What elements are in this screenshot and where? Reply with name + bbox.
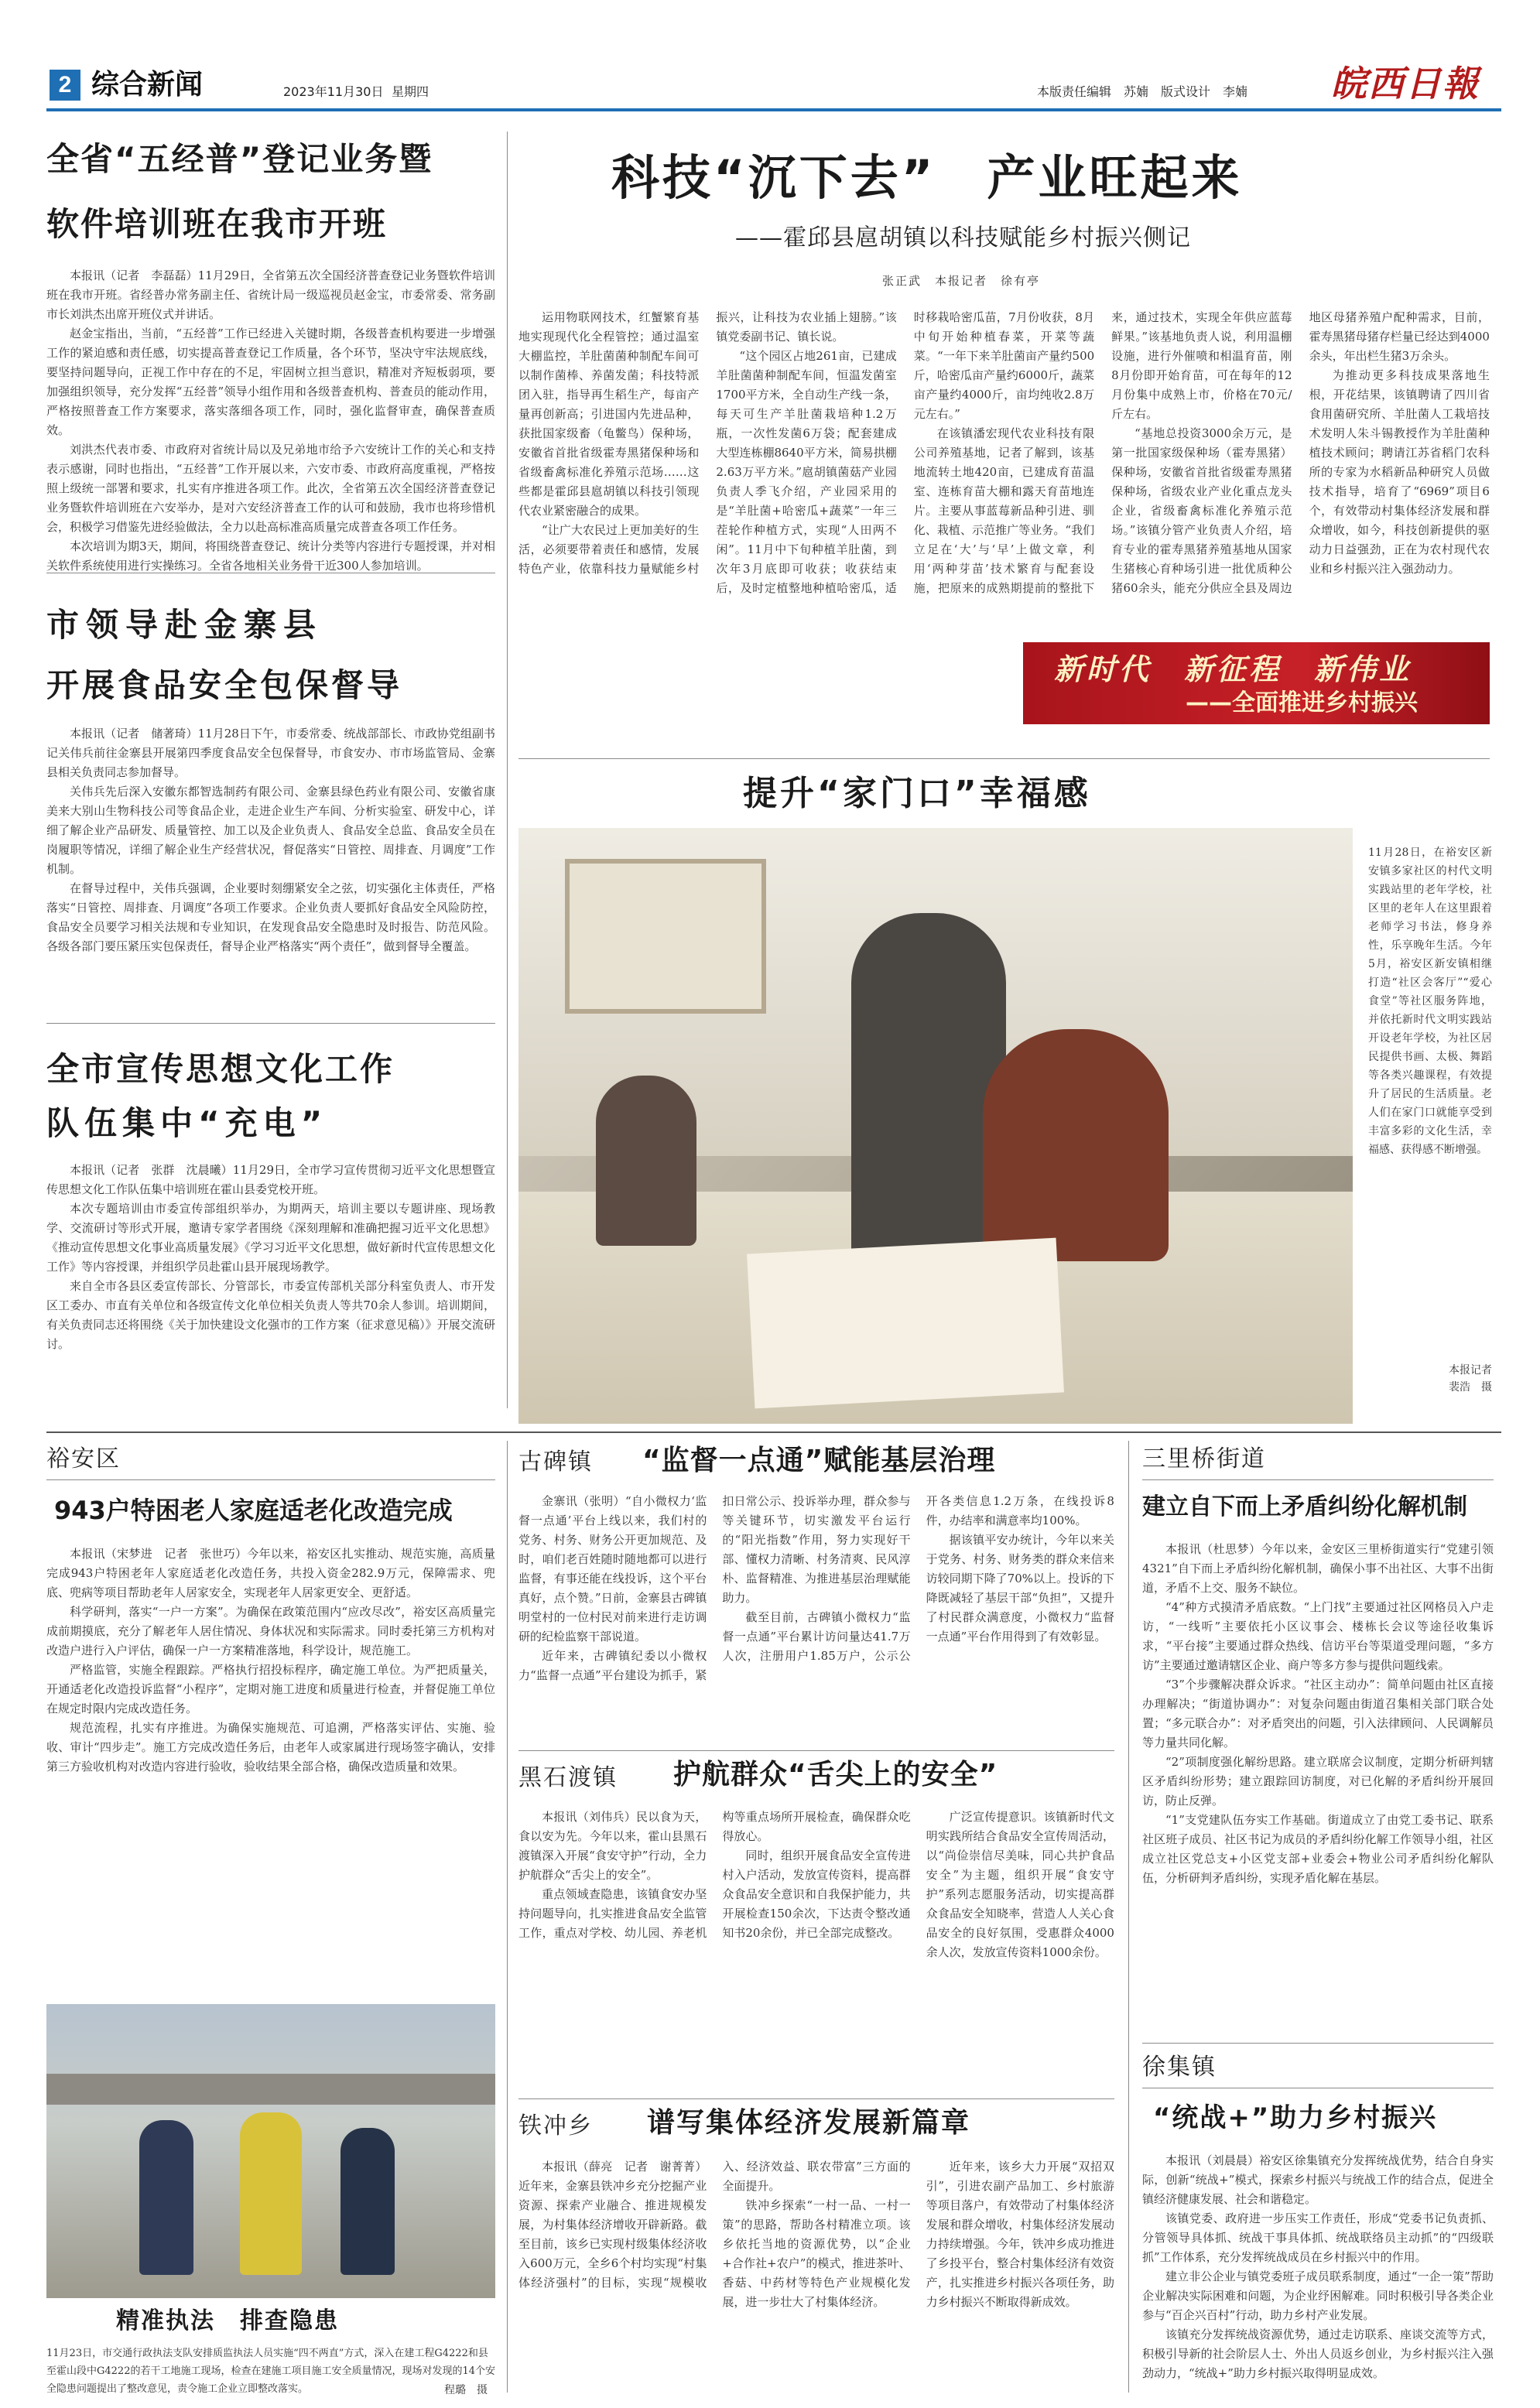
masthead-rule xyxy=(46,108,1501,111)
region-underline xyxy=(46,1479,495,1480)
article-headline: 建立自下而上矛盾纠纷化解机制 xyxy=(1142,1493,1467,1520)
divider xyxy=(46,1431,1501,1433)
article-headline: 开展食品安全包保督导 xyxy=(46,666,403,704)
region-label: 裕安区 xyxy=(46,1445,121,1473)
photo-inspector xyxy=(341,2128,395,2275)
article-body: 金寨讯（张明）“自小微权力‘监督一点通’平台上线以来，我们村的党务、村务、财务公开更加规范、及时，咱们老百姓随时随地都可以进行监督，有事还能在线投诉，这个平台真好，点个赞。”日前，金寨县古碑镇明堂村的一位村民对前来进行走访调研的纪检监察干部说道。 近年来，古碑镇纪委以小微权力“监督一点通”平台建设为抓手，紧扣日常公示、投诉举办理，群众参与等关键环节，切实激发平台运行的“阳光指数”作用，努力实现好干部、懂权力清晰、村务清爽、民风淳朴、监督精准、为推进基层治理赋能助力。 截至目前，古碑镇小微权力“监督一点通”平台累计访问量达41.7万人次，注册用户1.85万户，公示公开各类信息1.2万条，在线投诉8件，办结率和满意率均100%。 据该镇平安办统计，今年以来关于党务、村务、财务类的群众来信来访较同期下降了70%以上。投诉的下降既减轻了基层干部“负担”，又提升了村民群众满意度，小微权力“监督一点通”平台作用得到了有效彰显。 xyxy=(518,1494,1114,1682)
divider xyxy=(518,1750,1114,1751)
column-rule xyxy=(507,1441,508,2393)
article-headline: 市领导赴金寨县 xyxy=(46,606,323,644)
region-label: 黑石渡镇 xyxy=(518,1764,618,1791)
slogan-line1: 新时代 新征程 新伟业 xyxy=(1054,652,1412,686)
photo-person xyxy=(983,1029,1169,1261)
slogan-banner xyxy=(1023,642,1490,724)
article-headline: 护航群众“舌尖上的安全” xyxy=(673,1759,998,1791)
feature-photo xyxy=(518,828,1353,1424)
article-body: 本报讯（记者 张群 沈晨曦）11月29日，全市学习宣传贯彻习近平文化思想暨宣传思想文化工作队伍集中培训班在霍山县委党校开班。 本次专题培训由市委宣传部组织举办，为期两天，培训主要以专题讲座、现场教学、交流研讨等形式开展，邀请专家学者围绕《深刻理解和准确把握习近平文化思想》《推动宣传思想文化事业高质量发展》《学习习近平文化思想，做好新时代宣传思想文化工作》等内容授课，并组织学员赴霍山县开展现场教学。 来自全市各县区委宣传部长、分管部长，市委宣传部机关部分科室负责人、市开发区工委办、市直有关单位和各级宣传文化单位相关负责人等共70余人参训。培训期间，有关负责同志还将围绕《关于加快建设文化强市的工作方案（征求意见稿）》开展交流研讨。 xyxy=(46,1163,495,1351)
divider xyxy=(518,2098,1114,2099)
article-body: 本报讯（刘晨晨）裕安区徐集镇充分发挥统战优势，结合自身实际，创新“统战+”模式，探索乡村振兴与统战工作的结合点，促进全镇经济健康发展、社会和谐稳定。 该镇党委、政府进一步压实工作责任，形成“党委书记负责抓、分管领导具体抓、统战干事具体抓、统战联络员主动抓”的“四级联抓”工作体系，充分发挥统战成员在乡村振兴中的作用。 建立非公企业与镇党委班子成员联系制度，通过“一企一策”帮助企业解决实际困难和问题，为企业纾困解难。同时积极引导各类企业参与“百企兴百村”行动，助力乡村产业发展。 该镇充分发挥统战资源优势，通过走访联系、座谈交流等方式，积极引导新的社会阶层人士、外出人员返乡创业，为乡村振兴注入强劲动力，“统战+”助力乡村振兴取得明显成效。 xyxy=(1142,2153,1494,2380)
article-headline: 全市宣传思想文化工作 xyxy=(46,1050,395,1088)
section-name: 综合新闻 xyxy=(91,69,204,101)
article-headline: 943户特困老人家庭适老化改造完成 xyxy=(54,1496,453,1525)
article-headline: 软件培训班在我市开班 xyxy=(46,205,388,243)
feature-subtitle: ——霍邱县扈胡镇以科技赋能乡村振兴侧记 xyxy=(735,224,1191,251)
photo-title: 精准执法 排查隐患 xyxy=(116,2307,339,2334)
photo-inspector xyxy=(139,2120,193,2275)
article-body: 本报讯（薛亮 记者 谢菁菁）近年来，金寨县铁冲乡充分挖掘产业资源、探索产业融合、推进规模发展，为村集体经济增收开辟新路。截至目前，该乡已实现村级集体经济收入600万元，全乡6个村均实现“村集体经济强村”的目标，实现“规模收入、经济效益、联农带富”三方面的全面提升。 铁冲乡探索“一村一品、一村一策”的思路，帮助各村精准立项。该乡依托当地的资源优势，以“企业+合作社+农户”的模式，推进茶叶、香菇、中药材等特色产业规模化发展，进一步壮大了村集体经济。 近年来，该乡大力开展“双招双引”，引进农副产品加工、乡村旅游等项目落户，有效带动了村集体经济发展和群众增收，村集体经济发展动力持续增强。今年，铁冲乡成功推进了乡投平台，整合村集体经济有效资产，扎实推进乡村振兴各项任务，助力乡村振兴不断取得新成效。 xyxy=(518,2160,1114,2309)
article-body: 本报讯（记者 李磊磊）11月29日，全省第五次全国经济普查登记业务暨软件培训班在我市开班。省经普办常务副主任、省统计局一级巡视员赵金宝，市委常委、常务副市长刘洪杰出席开班仪式并讲话。 赵金宝指出，当前，“五经普”工作已经进入关键时期，各级普查机构要进一步增强工作的紧迫感和责任感，切实提高普查登记工作质量，各个环节，坚决守牢法规底线，要坚持问题导向，正视工作中存在的不足，牢固树立担当意识，精准对齐短板弱项，要加强组织领导，充分发挥“五经普”领导小组作用和各级普查机构、普查员的能动作用，严格按照普查工作方案要求，落实落细各项工作，同时，强化监督审查，确保普查质效。 刘洪杰代表市委、市政府对省统计局以及兄弟地市给予六安统计工作的关心和支持表示感谢，同时也指出，“五经普”工作开展以来，六安市委、市政府高度重视，严格按照上级统一部署和要求，扎实有序推进各项工作。此次，全省第五次全国经济普查登记业务暨软件培训班在六安举办，是对六安经济普查工作的认可和鼓励，我市也将珍惜机会，积极学习借鉴先进经验做法，全力以赴高标准高质量完成普查各项工作任务。 本次培训为期3天，期间，将围绕普查登记、统计分类等内容进行专题授课，并对相关软件系统使用进行实操练习。全省各地相关业务骨干近300人参加培训。 xyxy=(46,269,495,573)
article-headline: “统战+”助力乡村振兴 xyxy=(1153,2102,1438,2133)
photo-caption: 11月23日，市交通行政执法支队安排质监执法人员实施“四不两直”方式，深入在建工程G4222和县至霍山段中G4222的若干工地施工现场，检查在建施工项目施工安全质量情况，现场对发现的14个安全隐患问题提出了整改意见，责令施工企业立即整改落实。 xyxy=(46,2348,496,2395)
article-body: 本报讯（刘伟兵）民以食为天，食以安为先。今年以来，霍山县黑石渡镇深入开展“食安守护”行动，全力护航群众“舌尖上的安全”。 重点领域查隐患，该镇食安办坚持问题导向，扎实推进食品安全监管工作，重点对学校、幼儿园、养老机构等重点场所开展检查，确保群众吃得放心。 同时，组织开展食品安全宣传进村入户活动，发放宣传资料，提高群众食品安全意识和自我保护能力，共开展检查150余次，下达责令整改通知书20余份，并已全部完成整改。 广泛宣传提意识。该镇新时代文明实践所结合食品安全宣传周活动，以“尚俭崇信尽美味，同心共护食品安全”为主题，组织开展“食安守护”系列志愿服务活动，切实提高群众食品安全知晓率，营造人人关心食品安全的良好氛围，受惠群众4000余人次，发放宣传资料1000余份。 xyxy=(518,1810,1114,1959)
region-label: 三里桥街道 xyxy=(1142,1445,1266,1473)
photo-credit: 程璐 摄 xyxy=(444,2384,488,2396)
photo-caption: 11月28日，在裕安区新安镇多家社区的村代文明实践站里的老年学校，社区里的老年人在这里跟着老师学习书法，修身养性，乐享晚年生活。今年5月，裕安区新安镇相继打造“社区会客厅”“爱心食堂”等社区服务阵地，并依托新时代文明实践站开设老年学校，为社区居民提供书画、太极、舞蹈等各类兴趣课程，有效提升了居民的生活质量。老人们在家门口就能享受到丰富多彩的文化生活，幸福感、获得感不断增强。 xyxy=(1368,847,1492,1156)
paper-logo: 皖西日報 xyxy=(1331,63,1480,104)
enforcement-photo xyxy=(46,2004,495,2298)
article-body: 本报讯（记者 储著琦）11月28日下午，市委常委、统战部部长、市政协党组副书记关伟兵前往金寨县开展第四季度食品安全包保督导，市食安办、市市场监管局、金寨县相关负责同志参加督导。 关伟兵先后深入安徽东都智选制药有限公司、金寨县绿色药业有限公司、安徽省康美来大别山生物科技公司等食品企业，走进企业生产车间、分析实验室、研发中心，详细了解企业产品研发、质量管控、加工以及企业负责人、食品安全总监、食品安全员在岗履职等情况，详细了解企业生产经营状况，督促落实“日管控、周排查、月调度”工作机制。 在督导过程中，关伟兵强调，企业要时刻绷紧安全之弦，切实强化主体责任，严格落实“日管控、周排查、月调度”各项工作要求。企业负责人要抓好食品安全风险防控，食品安全员要学习相关法规和专业知识，在发现食品安全隐患时及时报告、防范风险。各级各部门要压紧压实包保责任，督导企业严格落实“两个责任”，做到督导全覆盖。 xyxy=(46,727,495,953)
column-rule xyxy=(1128,1441,1129,2393)
divider xyxy=(46,1023,495,1024)
photo-calligraphy-paper xyxy=(747,1238,1064,1409)
region-underline xyxy=(1142,1479,1494,1480)
photo-shelves xyxy=(565,859,766,1014)
masthead xyxy=(46,63,1501,104)
issue-date: 2023年11月30日 xyxy=(283,84,384,99)
photo-feature-title: 提升“家门口”幸福感 xyxy=(743,774,1091,813)
photo-person xyxy=(596,1076,696,1246)
page-number-badge: 2 xyxy=(50,70,80,101)
photo-bridge xyxy=(46,2074,495,2105)
column-rule xyxy=(507,132,508,1408)
article-body: 本报讯（宋梦进 记者 张世巧）今年以来，裕安区扎实推动、规范实施，高质量完成943户特困老年人家庭适老化改造任务，共投入资金282.9万元，保障需求、兜底、兜病等项目帮助老年人居家安全，实现老年人居家更安全、更舒适。 科学研判，落实“一户一方案”。为确保在政策范围内“应改尽改”，裕安区高质量完成前期摸底，充分了解老年人居住情况、身体状况和实际需求。同时委托第三方机构对改造户进行入户评估，确保一户一方案精准落地，科学设计，规范施工。 严格监管，实施全程跟踪。严格执行招投标程序，确定施工单位。为严把质量关，开通适老化改造投诉监督“小程序”，定期对施工进度和质量进行检查，并督促施工单位在规定时限内完成改造任务。 规范流程，扎实有序推进。为确保实施规范、可追溯，严格落实评估、实施、验收、审计“四步走”。施工方完成改造任务后，由老年人或家属进行现场签字确认，安排第三方验收机构对改造内容进行验收，验收结果全部合格，确保改造质量和效果。 xyxy=(46,1547,495,1774)
divider xyxy=(1142,2043,1494,2044)
slogan-line2: ——全面推进乡村振兴 xyxy=(1186,689,1418,717)
feature-body: 运用物联网技术，红蟹繁育基地实现现代化全程管控；通过温室大棚监控，羊肚菌菌种制配车间可以制作菌棒、养菌发菌；科技特派团入驻，指导再生稻生产，每亩产量再创新高；引进国内先进品种，获批国家级畜（龟鳖鸟）保种场，安徽省首批省级霍寿黑猪保种场和省级畜禽标准化养殖示范场……这些都是霍邱县扈胡镇以科技引领现代农业紧密融合的成果。 “让广大农民过上更加美好的生活，必须要带着责任和感情，发展特色产业，依靠科技力量赋能乡村振兴，让科技为农业插上翅膀。”该镇党委副书记、镇长说。 “这个园区占地261亩，已建成羊肚菌菌种制配车间，恒温发菌室1700平方米，全自动生产线一条，每天可生产羊肚菌栽培种1.2万瓶，一次性发菌6万袋；配套建成大型连栋棚8640平方米，简易拱棚2.63万平方米。”扈胡镇菌菇产业园负责人季飞介绍，产业园采用的是“羊肚菌+哈密瓜+蔬菜”一年三茬轮作种植方式，实现“人田两不闲”。11月中下旬种植羊肚菌，到次年3月底即可收获；收获结束后，及时定植整地种植哈密瓜，适时移栽哈密瓜苗，7月份收获，8月中旬开始种植春菜，开菜等蔬菜。“一年下来羊肚菌亩产量约500斤，哈密瓜亩产量约6000斤，蔬菜亩产量约4000斤，亩均纯收2.8万元左右。” 在该镇潘宏现代农业科技有限公司养殖基地，记者了解到，该基地流转土地420亩，已建成育苗温室、连栋育苗大棚和露天育苗地连片。主要从事蓝莓新品种引进、驯化、栽植、示范推广等业务。“我们立足在‘大’与‘早’上做文章，利用‘两种芽苗’技术繁育与配套设施，把原来的成熟期提前的整批下来，通过技术，实现全年供应蓝莓鲜果。”该基地负责人说，利用温棚设施，进行外催喷和相温育苗，刚8月份即开始育苗，可在每年的12月份集中成熟上市，价格在70元/斤左右。 “基地总投资3000余万元，是第一批国家级保种场（霍寿黑猪）保种场，安徽省首批省级霍寿黑猪保种场，省级农业产业化重点龙头企业，省级畜禽标准化养殖示范场。”该镇分管产业负责人介绍，培育专业的霍寿黑猪养殖基地从国家生猪核心育种场引进一批优质种公猪60余头，能充分供应全县及周边地区母猪养殖户配种需求，目前，霍寿黑猪母猪存栏量已经达到4000余头，年出栏生猪3万余头。 为推动更多科技成果落地生根，开花结果，该镇聘请了四川省食用菌研究所、羊肚菌人工栽培技术发明人朱斗锡教授作为羊肚菌种植技术顾问；聘请江苏省稻门农科所的专家为水稻新品种研究人员做技术指导，培育了“6969”项目6个，有效带动村集体经济发展和群众增收，如今，科技创新提供的驱动力日益强劲，正在为农村现代农业和乡村振兴注入强劲动力。 xyxy=(518,310,1490,595)
region-label: 徐集镇 xyxy=(1142,2054,1217,2081)
issue-weekday: 星期四 xyxy=(392,84,429,99)
divider xyxy=(518,758,1490,759)
feature-headline: 科技“沉下去” 产业旺起来 xyxy=(611,149,1243,206)
article-body: 本报讯（杜思梦）今年以来，金安区三里桥街道实行“党建引领4321”自下而上矛盾纠纷化解机制，确保小事不出社区、大事不出街道，矛盾不上交、服务不缺位。 “4”种方式摸清矛盾底数。“上门找”主要通过社区网格员入户走访，“一线听”主要依托小区议事会、楼栋长会议等途径收集诉求，“平台接”主要通过群众热线、信访平台等渠道受理问题，“多方访”主要通过邀请辖区企业、商户等多方参与提供问题线索。 “3”个步骤解决群众诉求。“社区主动办”：简单问题由社区直接办理解决；“街道协调办”：对复杂问题由街道召集相关部门联合处置；“多元联合办”：对矛盾突出的问题，引入法律顾问、人民调解员等力量共同化解。 “2”项制度强化解纷思路。建立联席会议制度，定期分析研判辖区矛盾纠纷形势；建立跟踪回访制度，对已化解的矛盾纠纷开展回访，防止反弹。 “1”支党建队伍夯实工作基础。街道成立了由党工委书记、联系社区班子成员、社区书记为成员的矛盾纠纷化解工作领导小组，社区成立社区党总支+小区党支部+业委会+物业公司矛盾纠纷化解队伍，分析研判矛盾纠纷，实现矛盾化解在基层。 xyxy=(1142,1542,1494,1885)
page-editors: 本版责任编辑 苏婻 版式设计 李婻 xyxy=(1037,84,1248,99)
article-headline: 谱写集体经济发展新篇章 xyxy=(647,2107,971,2139)
feature-byline: 张正武 本报记者 徐有亭 xyxy=(882,274,1041,288)
article-headline: 全省“五经普”登记业务暨 xyxy=(46,140,433,178)
article-headline: “监督一点通”赋能基层治理 xyxy=(642,1445,996,1476)
article-headline: 队伍集中“充电” xyxy=(46,1104,328,1142)
photo-credit: 本报记者 裴浩 摄 xyxy=(1448,1364,1492,1394)
region-label: 铁冲乡 xyxy=(518,2112,593,2139)
photo-inspector xyxy=(240,2112,302,2275)
region-label: 古碑镇 xyxy=(518,1449,593,1476)
